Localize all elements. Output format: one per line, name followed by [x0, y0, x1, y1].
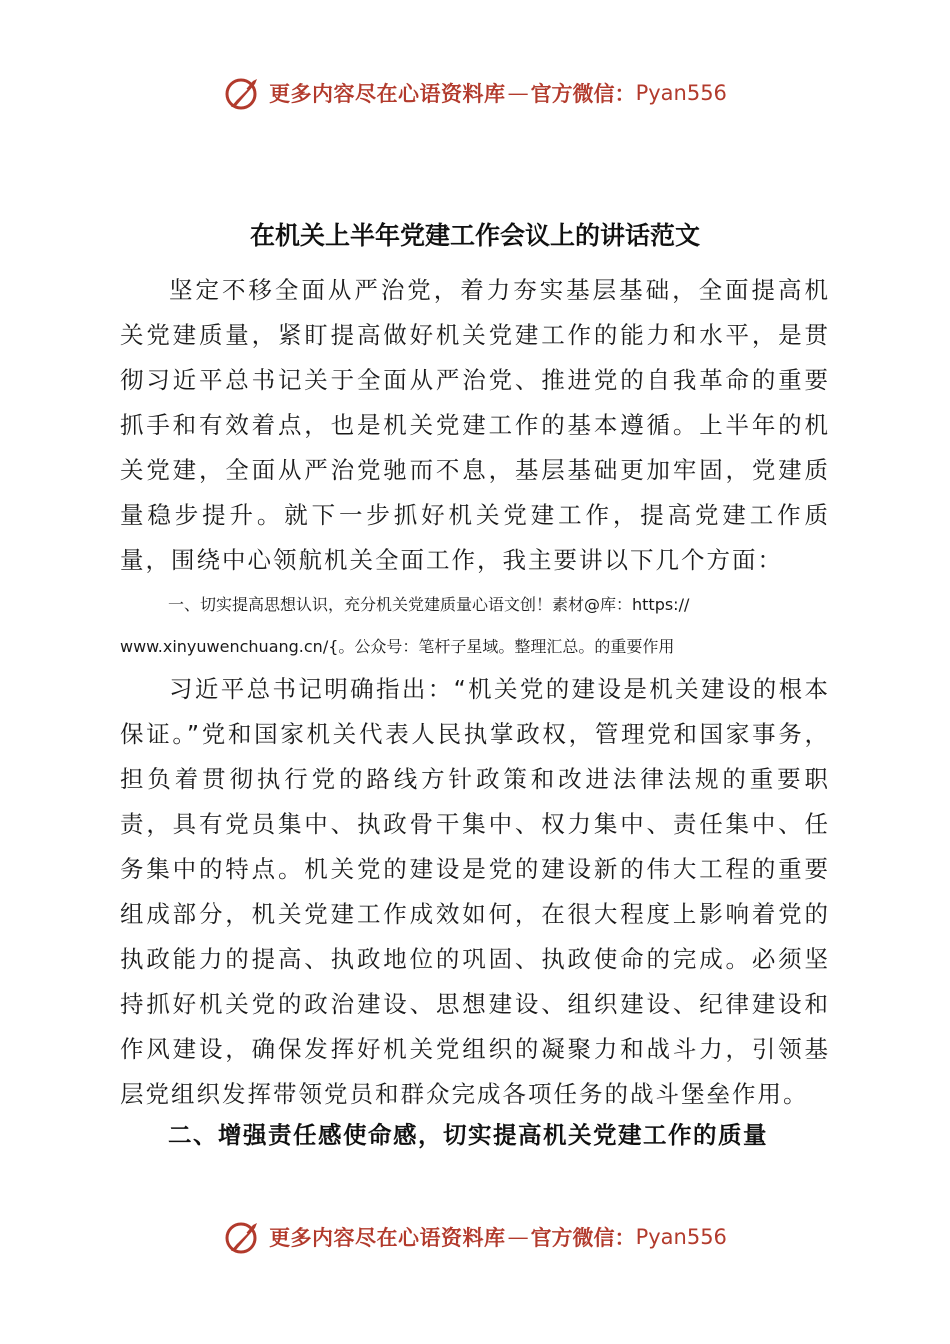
body-paragraph-1: 坚定不移全面从严治党，着力夯实基层基础，全面提高机关党建质量，紧盯提高做好机关党建工作的能力和水平，是贯彻习近平总书记关于全面从严治党、推进党的自我革命的重要抓手和有效着点，也是机关党建工作的基本遵循。上半年的机关党建，全面从严治党驰而不息，基层基础更加牢固，党建质量稳步提升。就下一步抓好机关党建工作，提高党建工作质量，围绕中心领航机关全面工作，我主要讲以下几个方面： — [120, 276, 830, 574]
section-heading-1-line-1: 一、切实提高思想认识，充分机关党建质量心语文创！素材@库：https:// — [168, 595, 690, 614]
footer-watermark-banner — [0, 1212, 950, 1262]
banner-brand-text: 更多内容尽在心语资料库 — [269, 81, 506, 106]
banner-brand-text: 更多内容尽在心语资料库 — [269, 1225, 506, 1250]
banner-dash: — — [507, 1225, 529, 1249]
section-heading-1-line-2: www.xinyuwenchuang.cn/{。公众号：笔杆子星域。整理汇总。的重要作用 — [120, 637, 675, 656]
banner-wechat-id: Pyan556 — [635, 81, 727, 105]
quill-logo-icon — [223, 1217, 263, 1257]
quill-logo-icon — [223, 73, 263, 113]
banner-wechat-id: Pyan556 — [635, 1225, 727, 1249]
document-title: 在机关上半年党建工作会议上的讲话范文 — [249, 221, 700, 250]
section-heading-2: 二、增强责任感使命感，切实提高机关党建工作的质量 — [168, 1121, 768, 1149]
body-paragraph-2: 习近平总书记明确指出：“机关党的建设是机关建设的根本保证。”党和国家机关代表人民执掌政权，管理党和国家事务，担负着贯彻执行党的路线方针政策和改进法律法规的重要职责，具有党员集中、执政骨干集中、权力集中、责任集中、任务集中的特点。机关党的建设是党的建设新的伟大工程的重要组成部分，机关党建工作成效如何，在很大程度上影响着党的执政能力的提高、执政地位的巩固、执政使命的完成。必须坚持抓好机关党的政治建设、思想建设、组织建设、纪律建设和作风建设，确保发挥好机关党组织的凝聚力和战斗力，引领基层党组织发挥带领党员和群众完成各项任务的战斗堡垒作用。 — [120, 675, 830, 1108]
banner-wechat-label: 官方微信： — [530, 82, 636, 106]
header-watermark-banner — [0, 68, 950, 118]
banner-dash: — — [507, 81, 529, 105]
banner-wechat-label: 官方微信： — [530, 1226, 636, 1250]
